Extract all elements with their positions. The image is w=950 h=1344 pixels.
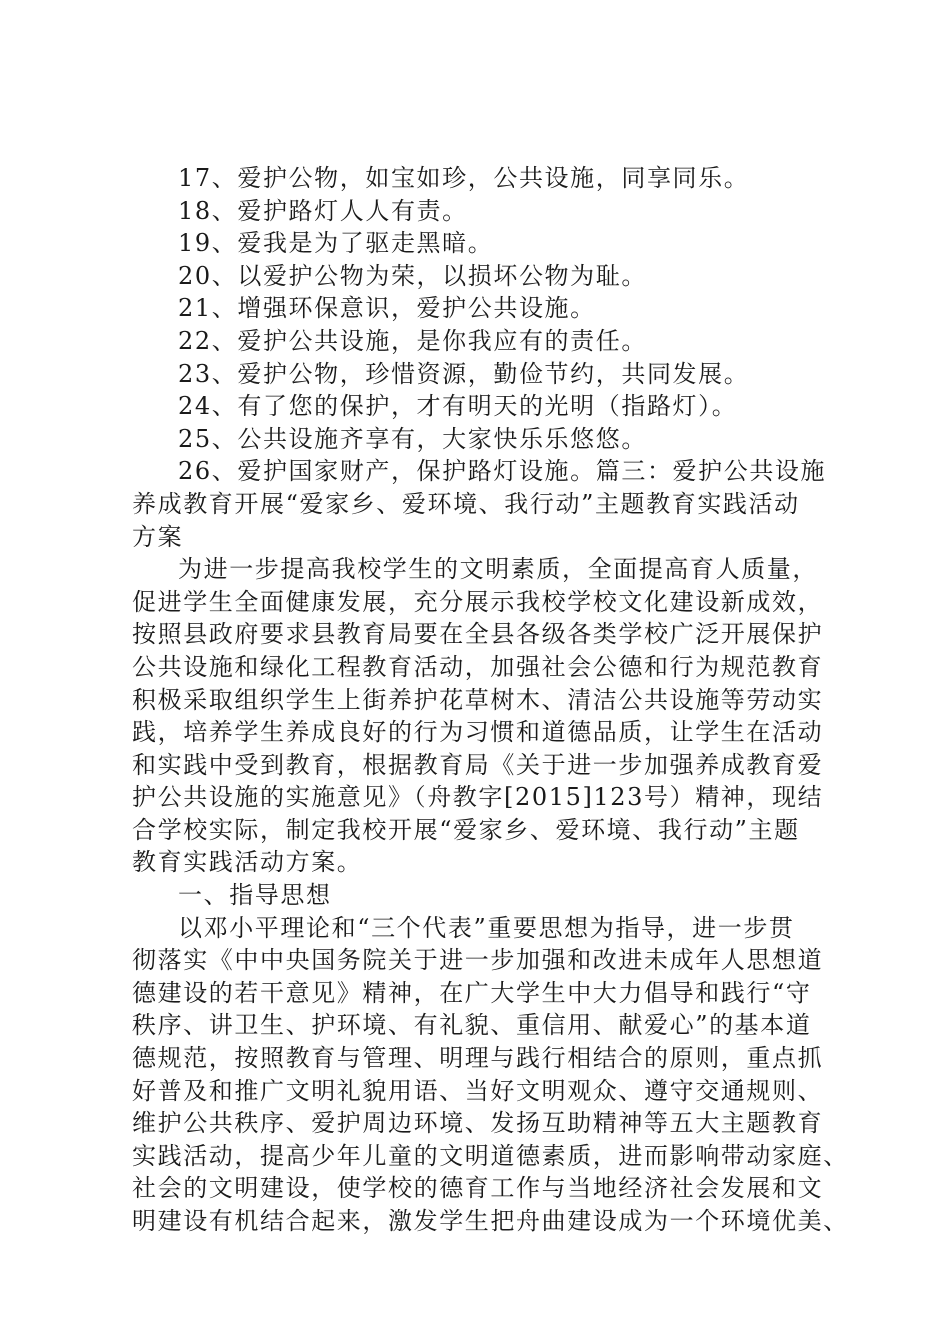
paragraph-line: 践，培养学生养成良好的行为习惯和道德品质，让学生在活动 (132, 718, 824, 747)
slogan-item: 19、爱我是为了驱走黑暗。 (178, 229, 494, 258)
paragraph-line: 为进一步提高我校学生的文明素质，全面提高育人质量， (178, 555, 818, 584)
paragraph-line: 促进学生全面健康发展，充分展示我校学校文化建设新成效， (132, 587, 824, 616)
document-body (132, 162, 849, 1238)
article-heading-line: 养成教育开展“爱家乡、爱环境、我行动”主题教育实践活动 (132, 489, 800, 518)
section-heading: 一、指导思想 (178, 881, 332, 910)
slogan-item: 21、增强环保意识，爱护公共设施。 (178, 294, 596, 323)
paragraph-line: 护公共设施的实施意见》（舟教字[2015]123号）精神，现结 (132, 783, 824, 812)
slogan-item: 20、以爱护公物为荣，以损坏公物为耻。 (178, 261, 647, 290)
guiding-paragraph (132, 912, 849, 1238)
slogan-item: 22、爱护公共设施，是你我应有的责任。 (178, 326, 647, 355)
paragraph-line: 合学校实际，制定我校开展“爱家乡、爱环境、我行动”主题 (132, 815, 800, 844)
paragraph-line: 公共设施和绿化工程教育活动，加强社会公德和行为规范教育 (132, 652, 824, 681)
paragraph-line: 秩序、讲卫生、护环境、有礼貌、重信用、献爱心”的基本道 (132, 1011, 812, 1040)
slogan-item: 23、爱护公物，珍惜资源，勤俭节约，共同发展。 (178, 359, 750, 388)
article-heading-line: 26、爱护国家财产，保护路灯设施。篇三：爱护公共设施 (178, 457, 827, 486)
article-heading-line: 方案 (132, 522, 184, 551)
article-heading (132, 455, 832, 553)
slogan-item: 25、公共设施齐享有，大家快乐乐悠悠。 (178, 424, 647, 453)
paragraph-line: 德规范，按照教育与管理、明理与践行相结合的原则，重点抓 (132, 1044, 824, 1073)
paragraph-line: 好普及和推广文明礼貌用语、当好文明观众、遵守交通规则、 (132, 1076, 824, 1105)
paragraph-line: 按照县政府要求县教育局要在全县各级各类学校广泛开展保护 (132, 620, 824, 649)
paragraph-line: 以邓小平理论和“三个代表”重要思想为指导，进一步贯 (178, 913, 795, 942)
paragraph-line: 明建设有机结合起来，激发学生把舟曲建设成为一个环境优美、 (132, 1207, 849, 1235)
paragraph-line: 和实践中受到教育，根据教育局《关于进一步加强养成教育爱 (132, 750, 824, 779)
paragraph-line: 教育实践活动方案。 (132, 848, 363, 877)
intro-paragraph (132, 553, 832, 879)
paragraph-line: 德建设的若干意见》精神，在广大学生中大力倡导和践行“守 (132, 978, 812, 1007)
paragraph-line: 社会的文明建设，使学校的德育工作与当地经济社会发展和文 (132, 1174, 824, 1203)
paragraph-line: 积极采取组织学生上街养护花草树木、清洁公共设施等劳动实 (132, 685, 824, 714)
slogan-list (132, 162, 832, 455)
paragraph-line: 实践活动，提高少年儿童的文明道德素质，进而影响带动家庭、 (132, 1141, 849, 1170)
slogan-item: 24、有了您的保护，才有明天的光明（指路灯）。 (178, 392, 738, 421)
slogan-item: 18、爱护路灯人人有责。 (178, 196, 468, 225)
slogan-item: 17、爱护公物，如宝如珍，公共设施，同享同乐。 (178, 164, 750, 192)
paragraph-line: 维护公共秩序、爱护周边环境、发扬互助精神等五大主题教育 (132, 1109, 824, 1138)
paragraph-line: 彻落实《中中央国务院关于进一步加强和改进未成年人思想道 (132, 946, 824, 975)
